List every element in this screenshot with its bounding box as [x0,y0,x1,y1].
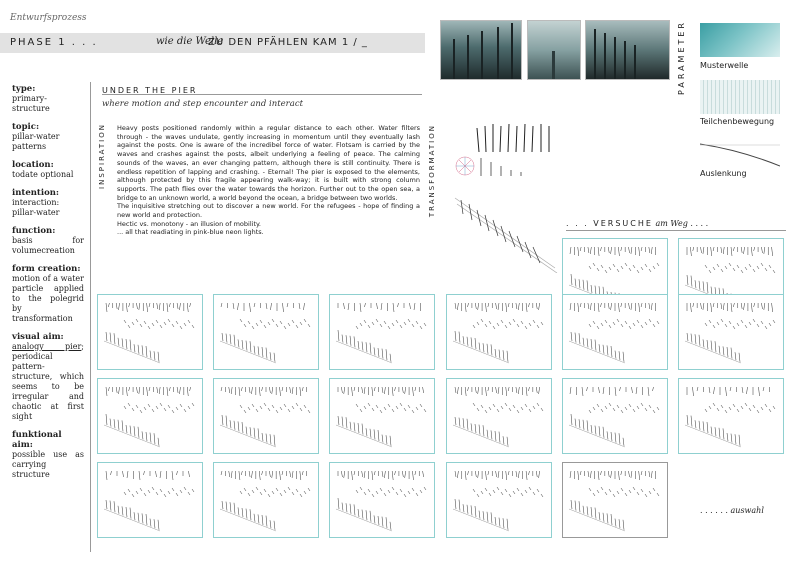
sidebar-value: todate optional [12,170,74,179]
inspiration-paragraph: Heavy posts positioned randomly within a regular distance to each other. Water filters through - the waves undulate, gently increasing in momentum until they eventually lash against the posts. One is aware of the incredibel force of water. Flotsam is carried by the waves and crashes against the posts, albeit underlying a feeling of peace. The calming sounds of the waves, an ever changing pattern, although there is still continuity. There is endless repetition of lapping and crashing. - Eternal! The pier is exposed to the elements, although protected by this fragile appearing walk-way; it is built with strong column supports. The path flies over the water towards the horizon. Further out to the open sea, a bridge to an unknown world, a world beyond the ocean, a bridge between two worlds. [117,124,420,202]
sidebar-heading: intention: [12,188,60,198]
section-subtitle: where motion and step encounter and interact [102,99,303,109]
study-sketch [679,295,783,369]
sidebar-heading: form creation: [12,264,81,274]
study-cell[interactable] [562,378,668,454]
study-sketch [563,295,667,369]
versuche-script: am Weg . . . . [655,219,709,228]
phase-title-tail: ZU DEN PFÄHLEN KAM 1 / _ [208,37,368,48]
sidebar-heading: function: [12,226,56,236]
inspiration-paragraph: ... all that readiating in pink-blue neon lights. [117,228,264,237]
study-sketch [214,379,318,453]
study-sketch [447,295,551,369]
teilchenbewegung-caption: Teilchenbewegung [700,117,775,126]
inspiration-paragraph: Hectic vs. monotony - an illusion of mobility. [117,219,261,228]
study-sketch [330,295,434,369]
pole-wave [481,158,521,176]
transformation-diagram [445,118,560,273]
study-cell[interactable] [213,462,319,538]
study-sketch [447,379,551,453]
pier-photo-2 [527,20,581,80]
study-cell[interactable] [446,294,552,370]
sidebar-value: ; periodical pattern-structure, which seems to be irregular and chaotic at first sight [12,342,84,421]
sidebar-heading: topic: [12,122,40,132]
section-title: UNDER THE PIER [102,86,198,95]
sidebar-value: interaction: pillar-water [12,198,60,217]
study-cell[interactable] [329,294,435,370]
study-sketch [563,463,667,537]
sidebar-value: basis for volumecreation [12,236,84,255]
musterwelle-caption: Musterwelle [700,61,749,70]
parameter-label: PARAMETER [677,20,686,95]
project-sidebar [12,84,84,480]
study-cell[interactable] [213,378,319,454]
pole-row [477,124,549,152]
study-cell[interactable] [446,378,552,454]
study-cell[interactable] [446,462,552,538]
study-cell[interactable] [678,294,784,370]
sidebar-heading: funktional aim: [12,430,62,450]
study-sketch [98,295,202,369]
sidebar-value-underlined: analogy pier [12,342,82,351]
study-sketch [330,379,434,453]
inspiration-paragraph: The inquisitive stretching out to discover a new world. For the refugees - hope of finding a new world and protection. [117,202,420,220]
phase-label: PHASE 1 . . . [10,37,98,48]
particle-circle [456,157,474,175]
sidebar-value-group [12,342,84,422]
musterwelle-thumbnail [700,23,780,57]
choice-label: . . . . . . auswahl [700,506,764,515]
versuche-rule [566,230,786,231]
pier-photo-3 [585,20,670,80]
process-eyebrow: Entwurfsprozess [10,13,87,23]
sidebar-value: pillar-water patterns [12,132,60,151]
sidebar-heading: type: [12,84,36,94]
pier-photo-1 [440,20,522,80]
study-sketch [330,463,434,537]
perspective-poles [455,198,557,273]
study-sketch [563,379,667,453]
study-cell[interactable] [329,378,435,454]
study-cell[interactable] [562,294,668,370]
phase-title-script: wie die Welle [156,36,224,47]
sidebar-divider [90,82,91,552]
auslenkung-caption: Auslenkung [700,169,747,178]
sidebar-heading: location: [12,160,54,170]
transformation-label: TRANSFORMATION [428,124,436,218]
study-sketch [214,463,318,537]
study-sketch [98,379,202,453]
study-sketch [447,463,551,537]
study-cell[interactable] [213,294,319,370]
study-cell[interactable] [97,378,203,454]
study-sketch [214,295,318,369]
study-cell[interactable] [329,462,435,538]
inspiration-text [117,124,420,237]
sidebar-value: motion of a water particle applied to the polegrid by transformation [12,274,84,323]
study-sketch [679,379,783,453]
study-cell[interactable] [97,462,203,538]
inspiration-label: INSPIRATION [98,123,106,189]
study-cell[interactable] [562,462,668,538]
sidebar-heading: visual aim: [12,332,64,342]
sidebar-value: possible use as carrying structure [12,450,84,479]
study-cell[interactable] [678,378,784,454]
study-cell[interactable] [97,294,203,370]
study-sketch [98,463,202,537]
section-rule [102,94,422,95]
versuche-label [566,219,708,228]
teilchenbewegung-thumbnail [700,80,780,114]
sidebar-value: primary-structure [12,94,50,113]
versuche-prefix: . . . VERSUCHE [566,219,653,228]
